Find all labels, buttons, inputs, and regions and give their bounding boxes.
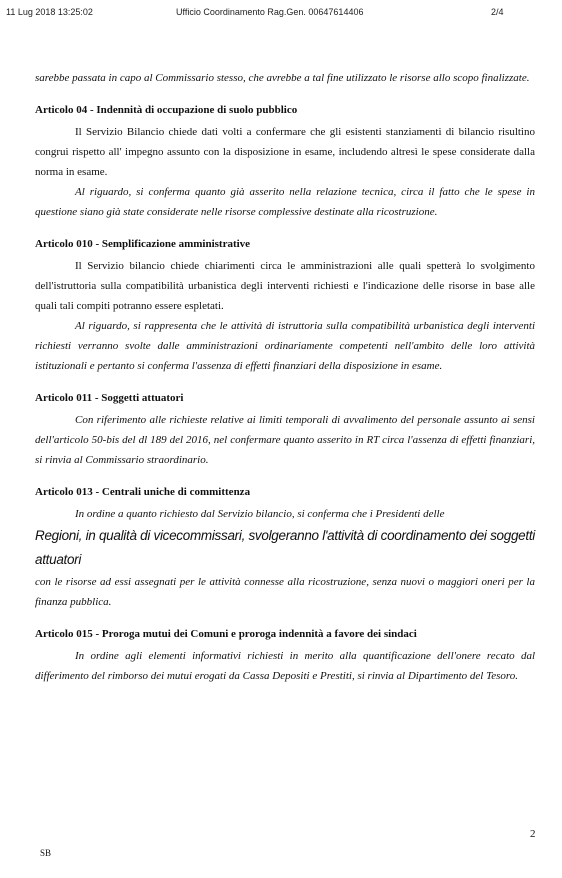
section-reply-art015: In ordine agli elementi informativi richiesti in merito alla quantificazione dell'onere recato dal differimento del rimborso dei mutui erogati da Cassa Depositi e Prestiti, si rinvia al Dipartimento del Tesoro. [35,650,535,682]
section-title-art013: Articolo 013 - Centrali uniche di committenza [35,486,251,498]
fax-header [0,4,562,18]
section-request-art010: Il Servizio bilancio chiede chiarimenti circa le amministrazioni alle quali spetterà lo svolgimento dell'istruttoria sulla compatibilità urbanistica degli interventi richiesti e l'indicazione delle risorse in base alle quali tali compiti potranno essere espletati. [35,260,535,312]
fax-page-count: 2/4 [491,7,504,17]
section-reply-art013-end: con le risorse ad essi assegnati per le attività connesse alla ricostruzione, senza nuovi o maggiori oneri per la finanza pubblica. [35,576,535,608]
section-reply-art010: Al riguardo, si rappresenta che le attività di istruttoria sulla compatibilità urbanistica degli interventi richiesti verranno svolte dalle amministrazioni ordinariamente competenti nell'ambito delle loro attività istituzionali e pertanto si conferma l'assenza di effetti finanziari della disposizione in esame. [35,320,535,372]
page-number: 2 [530,828,536,840]
section-reply-art013-highlight: Regioni, in qualità di vicecommissari, svolgeranno l'attività di coordinamento dei soggetti attuatori [35,528,535,567]
fax-date: 11 Lug 2018 13:25:02 [6,7,93,17]
section-title-art015: Articolo 015 - Proroga mutui dei Comuni e proroga indennità a favore dei sindaci [35,628,417,640]
section-title-art011: Articolo 011 - Soggetti attuatori [35,392,184,404]
intro-paragraph: sarebbe passata in capo al Commissario stesso, che avrebbe a tal fine utilizzato le risorse allo scopo finalizzate. [35,72,530,84]
fax-office: Ufficio Coordinamento Rag.Gen. 00647614406 [176,7,364,17]
section-title-art010: Articolo 010 - Semplificazione amministrative [35,238,251,250]
section-reply-art011: Con riferimento alle richieste relative ai limiti temporali di avvalimento del personale assunto ai sensi dell'articolo 50-bis del dl 189 del 2016, nel confermare quanto asserito in RT circa l'assenza di effetti finanziari, si rinvia al Commissario straordinario. [35,414,535,466]
document-body [35,68,535,686]
author-initials: SB [40,848,52,858]
section-title-art04: Articolo 04 - Indennità di occupazione di suolo pubblico [35,104,298,116]
section-reply-art013-start: In ordine a quanto richiesto dal Servizio bilancio, si conferma che i Presidenti delle [75,508,445,520]
section-reply-art04: Al riguardo, si conferma quanto già asserito nella relazione tecnica, circa il fatto che le spese in questione siano già state considerate nelle risorse complessive destinate alla ricostruzione. [35,186,535,218]
section-request-art04: Il Servizio Bilancio chiede dati volti a confermare che gli esistenti stanziamenti di bilancio risultino congrui rispetto all' impegno assunto con la disposizione in esame, includendo altresì le spese considerate dalla norma in esame. [35,126,535,178]
